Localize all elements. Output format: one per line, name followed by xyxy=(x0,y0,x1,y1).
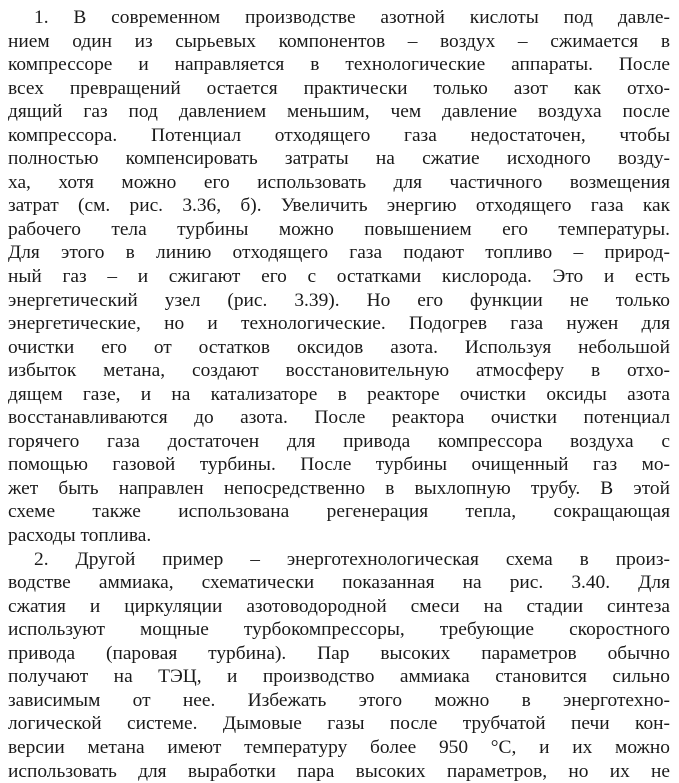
text-line: рабочего тела турбины можно повышением его температуры. xyxy=(8,218,670,242)
text-line: сжатия и циркуляции азотоводородной смеси на стадии синтеза xyxy=(8,595,670,619)
text-line: энергетические, но и технологические. Подогрев газа нужен для xyxy=(8,312,670,336)
text-line: зависимым от нее. Избежать этого можно в энерготехно- xyxy=(8,689,670,713)
text-line: помощью газовой турбины. После турбины очищенный газ мо- xyxy=(8,453,670,477)
text-line: расходы топлива. xyxy=(8,524,670,548)
text-line: очистки его от остатков оксидов азота. Используя небольшой xyxy=(8,336,670,360)
text-line: энергетический узел (рис. 3.39). Но его функции не только xyxy=(8,289,670,313)
text-line: ха, хотя можно его использовать для частичного возмещения xyxy=(8,171,670,195)
text-line: горячего газа достаточен для привода компрессора воздуха с xyxy=(8,430,670,454)
text-line: используют мощные турбокомпрессоры, требующие скоростного xyxy=(8,618,670,642)
text-line: полностью компенсировать затраты на сжатие исходного возду- xyxy=(8,147,670,171)
text-line: избыток метана, создают восстановительную атмосферу в отхо- xyxy=(8,359,670,383)
text-line: ный газ – и сжигают его с остатками кислорода. Это и есть xyxy=(8,265,670,289)
text-line: дящий газ под давлением меньшим, чем давление воздуха после xyxy=(8,100,670,124)
text-line: компрессоре и направляется в технологические аппараты. После xyxy=(8,53,670,77)
document-page xyxy=(8,6,670,783)
text-line: версии метана имеют температуру более 950 °С, и их можно xyxy=(8,736,670,760)
text-line: восстанавливаются до азота. После реактора очистки потенциал xyxy=(8,406,670,430)
text-line: Для этого в линию отходящего газа подают топливо – природ- xyxy=(8,241,670,265)
text-line: жет быть направлен непосредственно в выхлопную трубу. В этой xyxy=(8,477,670,501)
text-line: затрат (см. рис. 3.36, б). Увеличить энергию отходящего газа как xyxy=(8,194,670,218)
text-line: 2. Другой пример – энерготехнологическая схема в произ- xyxy=(8,548,670,572)
text-line: всех превращений остается практически только азот как отхо- xyxy=(8,77,670,101)
paragraph-2 xyxy=(8,548,670,783)
paragraph-1 xyxy=(8,6,670,548)
text-line: 1. В современном производстве азотной кислоты под давле- xyxy=(8,6,670,30)
text-line: привода (паровая турбина). Пар высоких параметров обычно xyxy=(8,642,670,666)
text-line: логической системе. Дымовые газы после трубчатой печи кон- xyxy=(8,712,670,736)
text-line: нием один из сырьевых компонентов – воздух – сжимается в xyxy=(8,30,670,54)
text-line: дящем газе, и на катализаторе в реакторе очистки оксиды азота xyxy=(8,383,670,407)
text-line: схеме также использована регенерация тепла, сокращающая xyxy=(8,500,670,524)
text-line: компрессора. Потенциал отходящего газа недостаточен, чтобы xyxy=(8,124,670,148)
text-line: водстве аммиака, схематически показанная на рис. 3.40. Для xyxy=(8,571,670,595)
text-line: получают на ТЭЦ, и производство аммиака становится сильно xyxy=(8,665,670,689)
text-line: использовать для выработки пара высоких параметров, но их не xyxy=(8,760,670,783)
